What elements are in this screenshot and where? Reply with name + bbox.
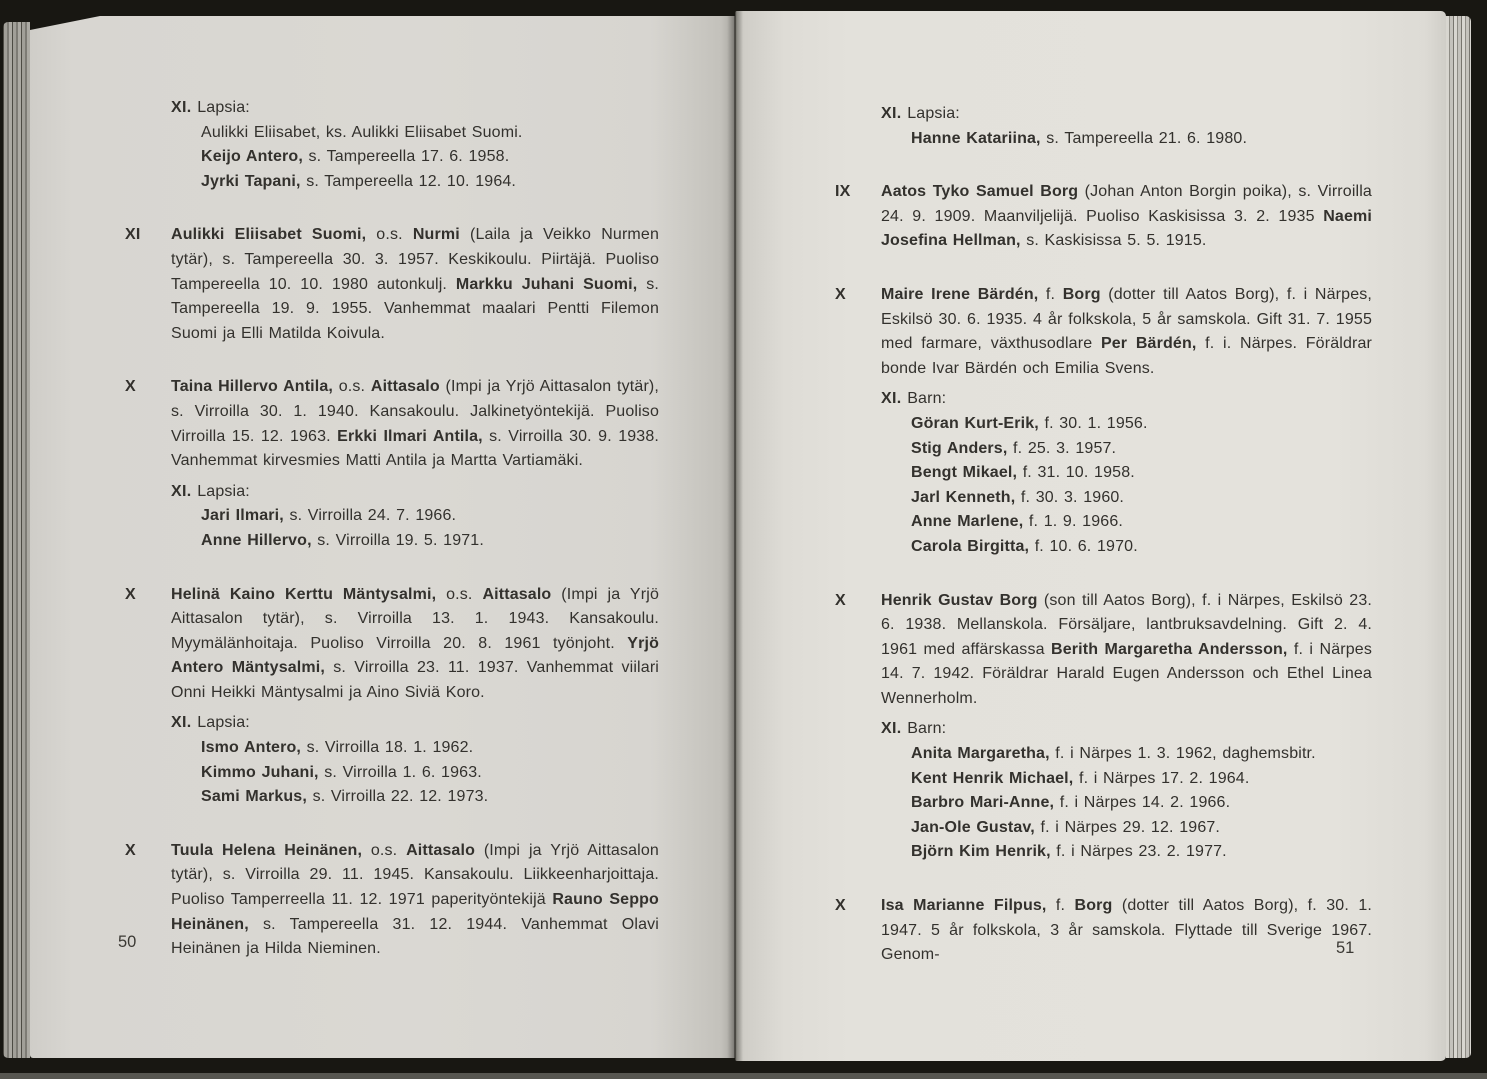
page-edges-right	[1446, 16, 1471, 1058]
page-left	[30, 16, 735, 1058]
child-line	[881, 486, 1372, 511]
bold-text: Maire Irene Bärdén,	[881, 285, 1039, 303]
person-entry	[835, 283, 1372, 381]
children-heading	[881, 387, 1372, 412]
plain-text: s. Kaskisissa 5. 5. 1915.	[1020, 232, 1207, 250]
generation-label: X	[835, 897, 846, 915]
child-line	[171, 145, 659, 170]
table-edge	[0, 1073, 1487, 1079]
page-number: 50	[118, 933, 137, 951]
plain-text: f. i. Närpes. Föräldrar bonde Ivar Bärdén och Emilia Svens.	[881, 335, 1372, 377]
generation-label: X	[835, 591, 846, 609]
plain-text: s. Virroilla 22. 12. 1973.	[306, 788, 489, 806]
bold-text: Naemi Josefina Hellman,	[881, 207, 1372, 250]
bold-text: Aittasalo	[482, 585, 552, 603]
plain-text: s. Tampereella 21. 6. 1980.	[1040, 129, 1248, 147]
person-text	[881, 589, 1372, 712]
plain-text: f. 30. 1. 1956.	[1038, 414, 1148, 432]
bold-text: Borg	[1074, 897, 1113, 915]
person-entry	[835, 589, 1372, 712]
page-right	[735, 11, 1446, 1061]
plain-text: Aulikki Eliisabet, ks. Aulikki Eliisabet Suomi.	[201, 123, 523, 141]
person-text	[171, 223, 659, 346]
children-block	[171, 711, 659, 809]
children-block	[171, 96, 659, 194]
generation-label: XI	[125, 226, 141, 244]
children-heading-text: Barn:	[907, 390, 947, 408]
children-generation-label: XI.	[881, 390, 908, 408]
generation-label: X	[125, 585, 136, 603]
bold-text: Tuula Helena Heinänen,	[171, 841, 363, 859]
plain-text: f. 25. 3. 1957.	[1007, 439, 1117, 457]
bold-text: Hanne Katariina,	[911, 129, 1041, 147]
children-heading-text: Lapsia:	[197, 482, 250, 500]
children-generation-label: XI.	[171, 482, 198, 500]
plain-text: f. i Närpes 17. 2. 1964.	[1073, 769, 1250, 787]
plain-text: s. Tampereella 12. 10. 1964.	[300, 172, 517, 190]
child-line	[881, 127, 1372, 152]
bold-text: Nurmi	[412, 226, 460, 244]
plain-text: f. 1. 9. 1966.	[1023, 513, 1123, 531]
plain-text: o.s.	[436, 585, 483, 603]
generation-label: X	[835, 285, 846, 303]
bold-text: Markku Juhani Suomi,	[455, 275, 638, 293]
children-block	[881, 717, 1372, 865]
children-generation-label: XI.	[881, 720, 908, 738]
child-line	[881, 816, 1372, 841]
bold-text: Barbro Mari-Anne,	[911, 794, 1055, 812]
children-heading-text: Barn:	[907, 720, 947, 738]
children-generation-label: XI.	[881, 105, 908, 122]
children-heading	[881, 102, 1372, 127]
plain-text: s. Tampereella 31. 12. 1944. Vanhemmat Olavi Heinänen ja Hilda Nieminen.	[171, 915, 659, 958]
bold-text: Anne Marlene,	[911, 513, 1024, 531]
plain-text: f. 10. 6. 1970.	[1029, 537, 1138, 555]
child-line	[171, 736, 659, 761]
child-line	[881, 510, 1372, 535]
child-line	[881, 437, 1372, 462]
plain-text: (Impi ja Yrjö Aittasalon tytär), s. Virroilla 13. 1. 1943. Kansakoulu. Myymälänhoitaja. Puoliso Virroilla 20. 8. 1961 työnjoht.	[171, 585, 659, 652]
bold-text: Aittasalo	[370, 378, 440, 396]
scan-corner-shadow	[30, 16, 100, 30]
plain-text: s. Virroilla 18. 1. 1962.	[301, 739, 474, 757]
bold-text: Kent Henrik Michael,	[911, 769, 1074, 787]
bold-text: Aulikki Eliisabet Suomi,	[171, 226, 367, 244]
page-edges-left	[3, 22, 30, 1058]
bold-text: Aittasalo	[406, 841, 475, 859]
person-text	[881, 283, 1372, 381]
bold-text: Stig Anders,	[911, 439, 1008, 457]
person-entry	[125, 839, 659, 962]
children-heading	[881, 717, 1372, 742]
bold-text: Per Bärdén,	[1100, 335, 1197, 353]
person-entry	[125, 583, 659, 706]
plain-text: f.	[1046, 897, 1075, 915]
bold-text: Anne Hillervo,	[201, 531, 312, 549]
bold-text: Björn Kim Henrik,	[911, 843, 1051, 861]
child-line	[881, 535, 1372, 560]
person-entry	[125, 375, 659, 473]
bold-text: Bengt Mikael,	[911, 464, 1018, 482]
child-line	[171, 785, 659, 810]
plain-text: s. Virroilla 23. 11. 1937. Vanhemmat viilari Onni Heikki Mäntysalmi ja Aino Siviä Koro.	[171, 659, 659, 701]
plain-text: (dotter till Aatos Borg), f. i Närpes, Eskilsö 30. 6. 1935. 4 år folkskola, 5 år samskola. Gift 31. 7. 1955 med farmare, växthusodlare	[881, 285, 1372, 353]
bold-text: Borg	[1062, 285, 1101, 303]
bold-text: Helinä Kaino Kerttu Mäntysalmi,	[171, 585, 437, 603]
page-content	[835, 96, 1372, 968]
children-block	[171, 480, 659, 554]
plain-text: s. Virroilla 19. 5. 1971.	[311, 531, 484, 549]
plain-text: f. i Närpes 14. 2. 1966.	[1054, 794, 1231, 812]
children-generation-label: XI.	[171, 714, 198, 732]
person-entry	[835, 894, 1372, 968]
bold-text: Kimmo Juhani,	[201, 763, 319, 781]
plain-text: f. i Närpes 1. 3. 1962, daghemsbitr.	[1049, 745, 1316, 763]
plain-text: s. Tampereella 19. 9. 1955. Vanhemmat maalari Pentti Filemon Suomi ja Elli Matilda Koivula.	[171, 275, 659, 342]
person-text	[881, 180, 1372, 254]
plain-text: s. Virroilla 30. 9. 1938. Vanhemmat kirvesmies Matti Antila ja Martta Vartiamäki.	[171, 427, 659, 470]
children-heading	[171, 96, 659, 121]
person-entry	[835, 180, 1372, 254]
bold-text: Isa Marianne Filpus,	[881, 897, 1047, 915]
children-heading-text: Lapsia:	[907, 105, 960, 122]
generation-label: X	[125, 841, 136, 859]
bold-text: Yrjö Antero Mäntysalmi,	[171, 634, 659, 677]
child-line	[171, 504, 659, 529]
plain-text: f. i Närpes 29. 12. 1967.	[1034, 818, 1221, 836]
child-line	[171, 170, 659, 195]
bold-text: Göran Kurt-Erik,	[911, 414, 1039, 432]
plain-text: s. Virroilla 1. 6. 1963.	[318, 763, 482, 781]
plain-text: (Impi ja Yrjö Aittasalon tytär), s. Virroilla 30. 1. 1940. Kansakoulu. Jalkinetyöntekijä. Puoliso Virroilla 15. 12. 1963.	[171, 378, 660, 445]
child-line	[881, 742, 1372, 767]
plain-text: (Johan Anton Borgin poika), s. Virroilla 24. 9. 1909. Maanviljelijä. Puoliso Kaskisissa 3. 2. 1935	[881, 183, 1372, 225]
plain-text: f. i Närpes 14. 7. 1942. Föräldrar Harald Eugen Andersson och Ethel Linea Wennerholm.	[881, 640, 1372, 707]
bold-text: Berith Margaretha Andersson,	[1051, 640, 1288, 658]
person-text	[171, 583, 659, 706]
child-line	[171, 761, 659, 786]
person-entry	[125, 223, 659, 346]
children-heading-text: Lapsia:	[197, 714, 250, 732]
plain-text: o.s.	[366, 226, 413, 244]
bold-text: Keijo Antero,	[201, 148, 303, 166]
bold-text: Rauno Seppo Heinänen,	[171, 891, 659, 933]
bold-text: Taina Hillervo Antila,	[171, 378, 334, 396]
bold-text: Jari Ilmari,	[201, 507, 284, 525]
child-line	[881, 412, 1372, 437]
plain-text: o.s.	[333, 378, 371, 396]
bold-text: Aatos Tyko Samuel Borg	[881, 183, 1079, 201]
plain-text: f. 31. 10. 1958.	[1017, 464, 1135, 482]
page-content	[125, 90, 659, 962]
child-line	[881, 767, 1372, 792]
plain-text: f.	[1038, 285, 1063, 303]
children-heading-text: Lapsia:	[197, 99, 250, 116]
person-text	[881, 894, 1372, 968]
plain-text: s. Tampereella 17. 6. 1958.	[302, 148, 510, 166]
child-line	[881, 791, 1372, 816]
plain-text: (Laila ja Veikko Nurmen tytär), s. Tampereella 30. 3. 1957. Keskikoulu. Piirtäjä. Puoliso Tampereella 10. 10. 1980 autonkulj.	[171, 226, 659, 293]
person-text	[171, 375, 659, 473]
child-line	[171, 529, 659, 554]
bold-text: Jyrki Tapani,	[201, 172, 301, 190]
bold-text: Anita Margaretha,	[911, 745, 1050, 763]
bold-text: Jan-Ole Gustav,	[911, 818, 1035, 836]
plain-text: s. Virroilla 24. 7. 1966.	[283, 507, 457, 525]
plain-text: o.s.	[362, 841, 407, 859]
bold-text: Sami Markus,	[201, 788, 307, 806]
children-block	[881, 102, 1372, 151]
plain-text: (son till Aatos Borg), f. i Närpes, Eskilsö 23. 6. 1938. Mellanskola. Försäljare, lantbruksavdelning. Gift 2. 4. 1961 med affärskassa	[881, 591, 1372, 658]
plain-text: (dotter till Aatos Borg), f. 30. 1. 1947. 5 år folkskola, 3 år samskola. Flyttade till Sverige 1967. Genom-	[881, 897, 1372, 964]
generation-label: IX	[835, 183, 851, 201]
bold-text: Jarl Kenneth,	[911, 488, 1016, 506]
children-generation-label: XI.	[171, 99, 198, 116]
bold-text: Carola Birgitta,	[911, 537, 1030, 555]
page-number: 51	[1336, 939, 1355, 957]
person-text	[171, 839, 659, 962]
plain-text: f. i Närpes 23. 2. 1977.	[1050, 843, 1227, 861]
plain-text: (Impi ja Yrjö Aittasalon tytär), s. Virroilla 29. 11. 1945. Kansakoulu. Liikkeenharjoittaja. Puoliso Tamperreella 11. 12. 1971 paperityöntekijä	[171, 841, 659, 909]
bold-text: Henrik Gustav Borg	[881, 591, 1038, 609]
plain-text: f. 30. 3. 1960.	[1015, 488, 1125, 506]
child-line	[881, 461, 1372, 486]
children-block	[881, 387, 1372, 559]
children-heading	[171, 711, 659, 736]
generation-label: X	[125, 378, 136, 396]
bold-text: Ismo Antero,	[201, 739, 301, 757]
children-heading	[171, 480, 659, 505]
child-line	[881, 840, 1372, 865]
child-line	[171, 121, 659, 146]
bold-text: Erkki Ilmari Antila,	[337, 427, 483, 445]
